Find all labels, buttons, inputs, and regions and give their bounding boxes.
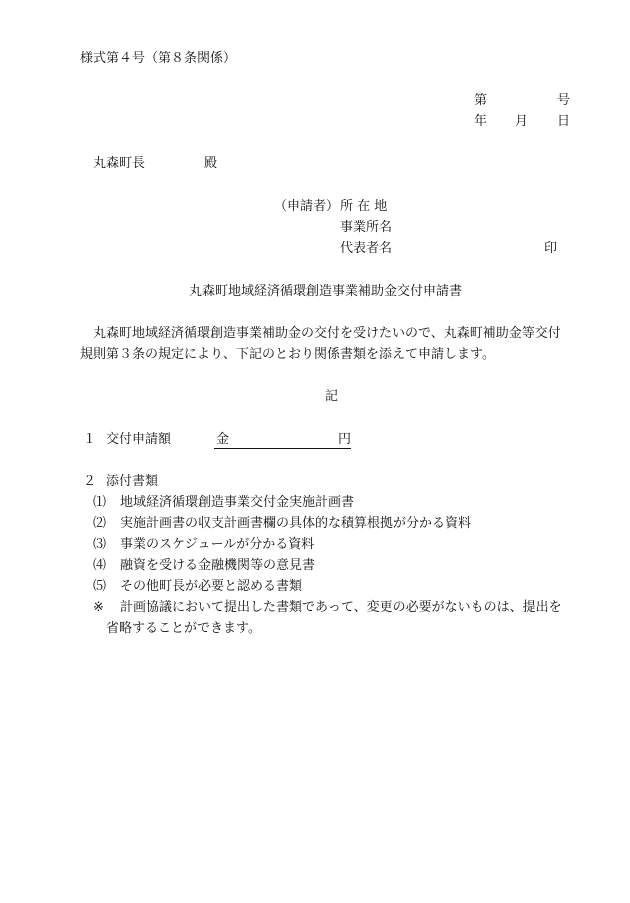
record-heading: 記: [325, 389, 339, 404]
attachment-marker: ⑸: [93, 579, 107, 594]
attachments-number: ２: [83, 474, 97, 489]
attachment-marker: ⑴: [93, 495, 107, 510]
address-label: 所 在 地: [340, 199, 388, 214]
note-line-2: 省略することができます。: [106, 621, 261, 636]
representative-label: 代表者名: [340, 241, 393, 256]
body-line-1: 丸森町地域経済循環創造事業補助金の交付を受けたいので、丸森町補助金等交付: [93, 326, 561, 341]
attachments-heading: 添付書類: [106, 474, 159, 489]
note-line-1: 計画協議において提出した書類であって、変更の必要がないものは、提出を: [120, 600, 562, 615]
business-name-label: 事業所名: [340, 220, 393, 235]
number-prefix: 第: [474, 93, 488, 108]
attachment-item: その他町長が必要と認める書類: [120, 579, 303, 594]
amount-prefix: 金: [216, 432, 230, 447]
addressee-honorific: 殿: [204, 156, 218, 171]
body-line-2: 規則第３条の規定により、下記のとおり関係書類を添えて申請します。: [80, 347, 495, 362]
attachment-item: 事業のスケジュールが分かる資料: [120, 537, 315, 552]
amount-unit: 円: [338, 432, 352, 447]
date-month: 月: [515, 114, 529, 129]
applicant-label: （申請者）: [274, 199, 340, 214]
form-label: 様式第４号（第８条関係）: [80, 51, 237, 66]
seal-mark: 印: [544, 241, 558, 256]
amount-number: １: [83, 432, 97, 447]
attachment-item: 地域経済循環創造事業交付金実施計画書: [120, 495, 355, 510]
addressee-name: 丸森町長: [93, 156, 146, 171]
attachment-item: 実施計画書の収支計画書欄の具体的な積算根拠が分かる資料: [120, 516, 472, 531]
attachment-marker: ⑵: [93, 516, 107, 531]
attachment-item: 融資を受ける金融機関等の意見書: [120, 558, 316, 573]
date-year: 年: [474, 114, 488, 129]
document-title: 丸森町地域経済循環創造事業補助金交付申請書: [189, 284, 463, 299]
note-marker: ※: [93, 600, 104, 615]
amount-underline: [214, 448, 351, 449]
number-suffix: 号: [557, 93, 571, 108]
attachment-marker: ⑶: [93, 537, 107, 552]
date-day: 日: [557, 114, 571, 129]
attachment-marker: ⑷: [93, 558, 107, 573]
amount-label: 交付申請額: [106, 432, 172, 447]
